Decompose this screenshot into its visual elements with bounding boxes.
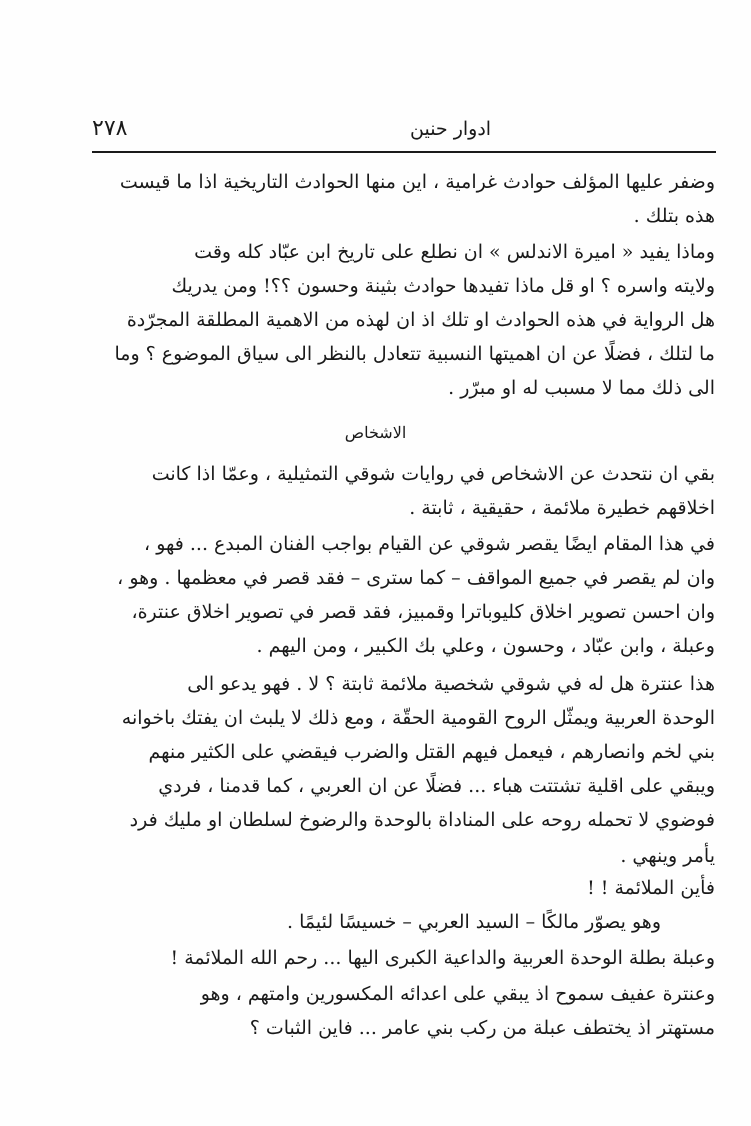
text-line: وعبلة ، وابن عبّاد ، وحسون ، وعلي بك الكبير ، ومن اليهم . — [256, 635, 715, 657]
text-line: ولايته واسره ؟ او قل ماذا تفيدها حوادث بثينة وحسون ؟؟! ومن يدريك — [171, 275, 715, 297]
text-line: وان لم يقصر في جميع المواقف – كما سترى – فقد قصر في معظمها . وهو ، — [117, 567, 715, 589]
text-line: اخلاقهم خطيرة ملائمة ، حقيقية ، ثابتة . — [409, 497, 715, 519]
text-line: وان احسن تصوير اخلاق كليوباترا وقمبيز، فقد قصر في تصوير اخلاق عنترة، — [131, 601, 715, 623]
text-line: وعبلة بطلة الوحدة العربية والداعية الكبرى اليها ... رحم الله الملائمة ! — [170, 947, 715, 969]
page-number: ٢٧٨ — [92, 116, 128, 141]
text-line: في هذا المقام ايضًا يقصر شوقي عن القيام بواجب الفنان المبدع ... فهو ، — [144, 533, 715, 555]
text-line: هل الرواية في هذه الحوادث او تلك اذ ان لهذه من الاهمية المطلقة المجرّدة — [126, 309, 715, 331]
text-line: وماذا يفيد « اميرة الاندلس » ان نطلع على تاريخ ابن عبّاد كله وقت — [194, 241, 715, 263]
text-line: يأمر وينهي . — [620, 845, 715, 867]
text-line: وهو يصوّر مالكًا – السيد العربي – خسيسًا لئيمًا . — [287, 911, 661, 933]
running-title: ادوار حنين — [410, 118, 492, 140]
text-line: الى ذلك مما لا مسبب له او مبرّر . — [448, 377, 715, 399]
text-line: هذه بتلك . — [633, 205, 715, 227]
text-line: بقي ان نتحدث عن الاشخاص في روايات شوقي التمثيلية ، وعمّا اذا كانت — [151, 463, 715, 485]
text-line: ما لتلك ، فضلًا عن ان اهميتها النسبية تتعادل بالنظر الى سياق الموضوع ؟ وما — [114, 343, 715, 365]
text-line: الوحدة العربية ويمثّل الروح القومية الحقّة ، ومع ذلك لا يلبث ان يفتك باخوانه — [121, 707, 715, 729]
page-header — [92, 116, 716, 148]
text-line: هذا عنترة هل له في شوقي شخصية ملائمة ثابتة ؟ لا . فهو يدعو الى — [187, 673, 715, 695]
section-heading: الاشخاص — [344, 423, 407, 442]
text-line: وعنترة عفيف سموح اذ يبقي على اعدائه المكسورين وامتهم ، وهو — [200, 983, 715, 1005]
text-line: مستهتر اذ يختطف عبلة من ركب بني عامر ... فاين الثبات ؟ — [249, 1017, 715, 1039]
text-line: فأين الملائمة ! ! — [587, 877, 715, 899]
text-line: ويبقي على اقلية تشتتت هباء ... فضلًا عن ان العربي ، كما قدمنا ، فردي — [158, 775, 715, 797]
text-line: بني لخم وانصارهم ، فيعمل فيهم القتل والضرب فيقضي على الكثير منهم — [148, 741, 715, 763]
header-rule — [92, 151, 716, 153]
text-line: فوضوي لا تحمله روحه على المناداة بالوحدة والرضوخ لسلطان او مليك فرد — [129, 809, 715, 831]
text-line: وضفر عليها المؤلف حوادث غرامية ، اين منها الحوادث التاريخية اذا ما قيست — [119, 171, 715, 193]
